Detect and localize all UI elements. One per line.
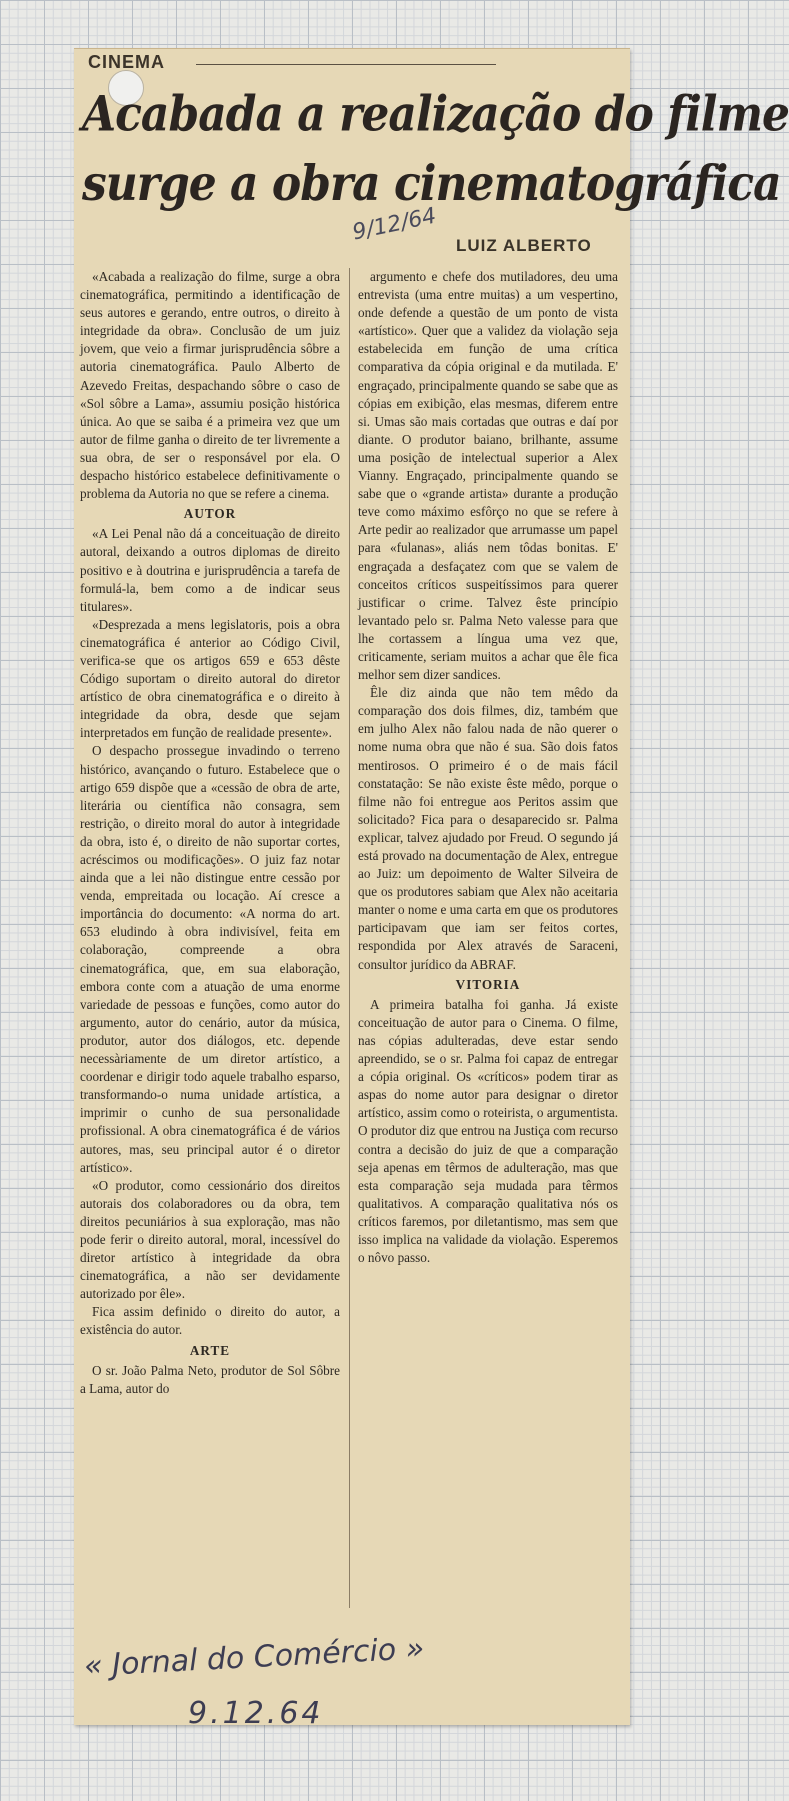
- paragraph: «Desprezada a mens legislatoris, pois a obra cinematográfica é anterior ao Código Civil, verifica-se que os artigos 659 e 653 dêste Código suportam o direito autoral do diretor artístico de obra cinematográfica e o direito à integridade da obra, desde que sejam interpretados em função de realidade presente».: [80, 616, 340, 741]
- paragraph: A primeira batalha foi ganha. Já existe conceituação de autor para o Cinema. O filme, nas cópias adulteradas, deve estar sendo apreendido, se o sr. Palma foi capaz de entregar a cópia original. Os «críticos» podem tirar as aspas do nome autor para designar o diretor artístico, assim como o roteirista, o argumentista. O produtor diz que entrou na Justiça com recurso contra a decisão do juiz de que a comparação seja apenas em têrmos de adulteração, mas que esta comparação seja mudada para têrmos qualitativos. A comparação qualitativa nós os críticos faremos, por diletantismo, mas sem que isso implica na validade da violação. Esperemos o nôvo passo.: [358, 996, 619, 1266]
- section-rule: [196, 64, 496, 65]
- paragraph: O despacho prossegue invadindo o terreno histórico, avançando o futuro. Estabelece que o artigo 659 dispõe que a «cessão de obra de arte, literária ou científica não consagra, sem restrição, o direito moral do autor à integridade da obra, isto é, o direito de não suportar cortes, acréscimos ou modificações». O juiz faz notar ainda que a lei não distingue entre cessão por venda, empreitada ou locação. Aí cresce a importância do documento: «A norma do art. 653 eludindo à obra indivisível, feita em colaboração, compreende a obra cinematográfica, que, em sua elaboração, embora conte com a atuação de uma enorme variedade de pessoas e funções, como autor do argumento, autor do cenário, autor da música, produtor, autor dos diálogos, etc. depende necessàriamente de um diretor artístico, a coordenar e dirigir todo aquele trabalho esparso, transformando-o numa unidade artística, a imprimir o cunho de sua personalidade profissional. A obra cinematográfica é de vários autores, mas, seu principal autor é o diretor artístico».: [80, 743, 340, 1175]
- handwritten-source: « Jornal do Comércio »: [83, 1631, 426, 1684]
- left-column: [80, 268, 340, 1398]
- paragraph: O sr. João Palma Neto, produtor de Sol Sôbre a Lama, autor do: [80, 1362, 340, 1396]
- subheading-autor: AUTOR: [183, 506, 237, 522]
- byline: LUIZ ALBERTO: [456, 236, 592, 255]
- headline: [82, 80, 789, 219]
- subheading-vitoria: VITORIA: [455, 976, 521, 992]
- right-column: [358, 268, 618, 1267]
- paragraph: «A Lei Penal não dá a conceituação de direito autoral, deixando a outros diplomas de direito positivo e à doutrina e jurisprudência a tarefa de formulá-la, bem como a de indicar seus titulares».: [80, 526, 340, 614]
- headline-line-2: surge a obra cinematográfica: [82, 155, 781, 212]
- paragraph: «Acabada a realização do filme, surge a obra cinematográfica, permitindo a identificação de seus autores e gerando, entre outros, o direito à integridade da obra». Conclusão de um juiz jovem, que veio a firmar jurisprudência sôbre a autoria cinematográfica. Paulo Alberto de Azevedo Freitas, despachando sôbre o caso de «Sol sôbre a Lama», assumiu posição histórica única. Ao que se saiba é a primeira vez que um autor de filme ganha o direito de ter livremente a sua obra, de ser o responsável por ela. O despacho histórico estabelece definitivamente o problema da Autoria no que se refere a cinema.: [80, 269, 340, 502]
- paragraph: «O produtor, como cessionário dos direitos autorais dos colaboradores ou da obra, tem direitos pecuniários à sua exploração, mas não pode ferir o direito autoral, moral, incessível do diretor artístico à integridade da obra cinematográfica, a não ser devidamente autorizado por êle».: [80, 1177, 340, 1302]
- handwritten-source-date: 9.12.64: [188, 1696, 324, 1731]
- paragraph: Êle diz ainda que não tem mêdo da comparação dos dois filmes, diz, também que em julho Alex não falou nada de não querer o nome numa obra que não é sua. São dois fatos mentirosos. O primeiro é o de mais fácil constatação: Se não existe êste mêdo, porque o filme não foi entregue aos Peritos assim que solicitado? Fica para o desaparecido sr. Palma explicar, talvez ajudado por Freud. O segundo já está provado na documentação de Alex, entregue ao Juiz: um depoimento de Walter Silveira de que os produtores sabiam que Alex não aceitaria manter o nome e uma carta em que os produtores participavam que iam ser feitos cortes, respondida por Alex através de Saraceni, consultor jurídico da ABRAF.: [358, 685, 618, 972]
- section-label: [88, 52, 618, 74]
- handwritten-date: 9/12/64: [350, 203, 439, 246]
- paragraph: Fica assim definido o direito do autor, a existência do autor.: [80, 1304, 340, 1338]
- subheading-arte: ARTE: [189, 1342, 231, 1358]
- section-label-text: CINEMA: [88, 52, 165, 72]
- column-divider: [349, 268, 350, 1608]
- headline-line-1: Acabada a realização do filme: [82, 86, 789, 143]
- paragraph: argumento e chefe dos mutiladores, deu uma entrevista (uma entre muitas) a um vespertino, onde defende a questão de um ponto de vista «artístico». Quer que a validez da violação seja estabelecida em função de uma crítica comparativa da cópia original e da mutilada. E' engraçado, principalmente quando se sabe que as cópias em exibição, elas mesmas, diferem entre si. Umas são mais cortadas que outras e daí por diante. O produtor baiano, brilhante, assume uma posição de intelectual superior a Alex Vianny. Engraçado, principalmente quando se sabe que o «grande artista» durante a produção teve como máximo esfôrço no que se refere à Arte pedir ao realizador que arrumasse um papel para «fulanas», aliás nem tôdas bonitas. E' engraçada a desfaçatez com que se valem de conceitos críticos suspeitíssimos para querer justificar o crime. Talvez êste princípio levantado pelo sr. Palma Neto valesse para que lhe cortassem a língua uma vez que, criticamente, seriam muitos a achar que êle fica melhor sem dizer sandices.: [358, 269, 618, 683]
